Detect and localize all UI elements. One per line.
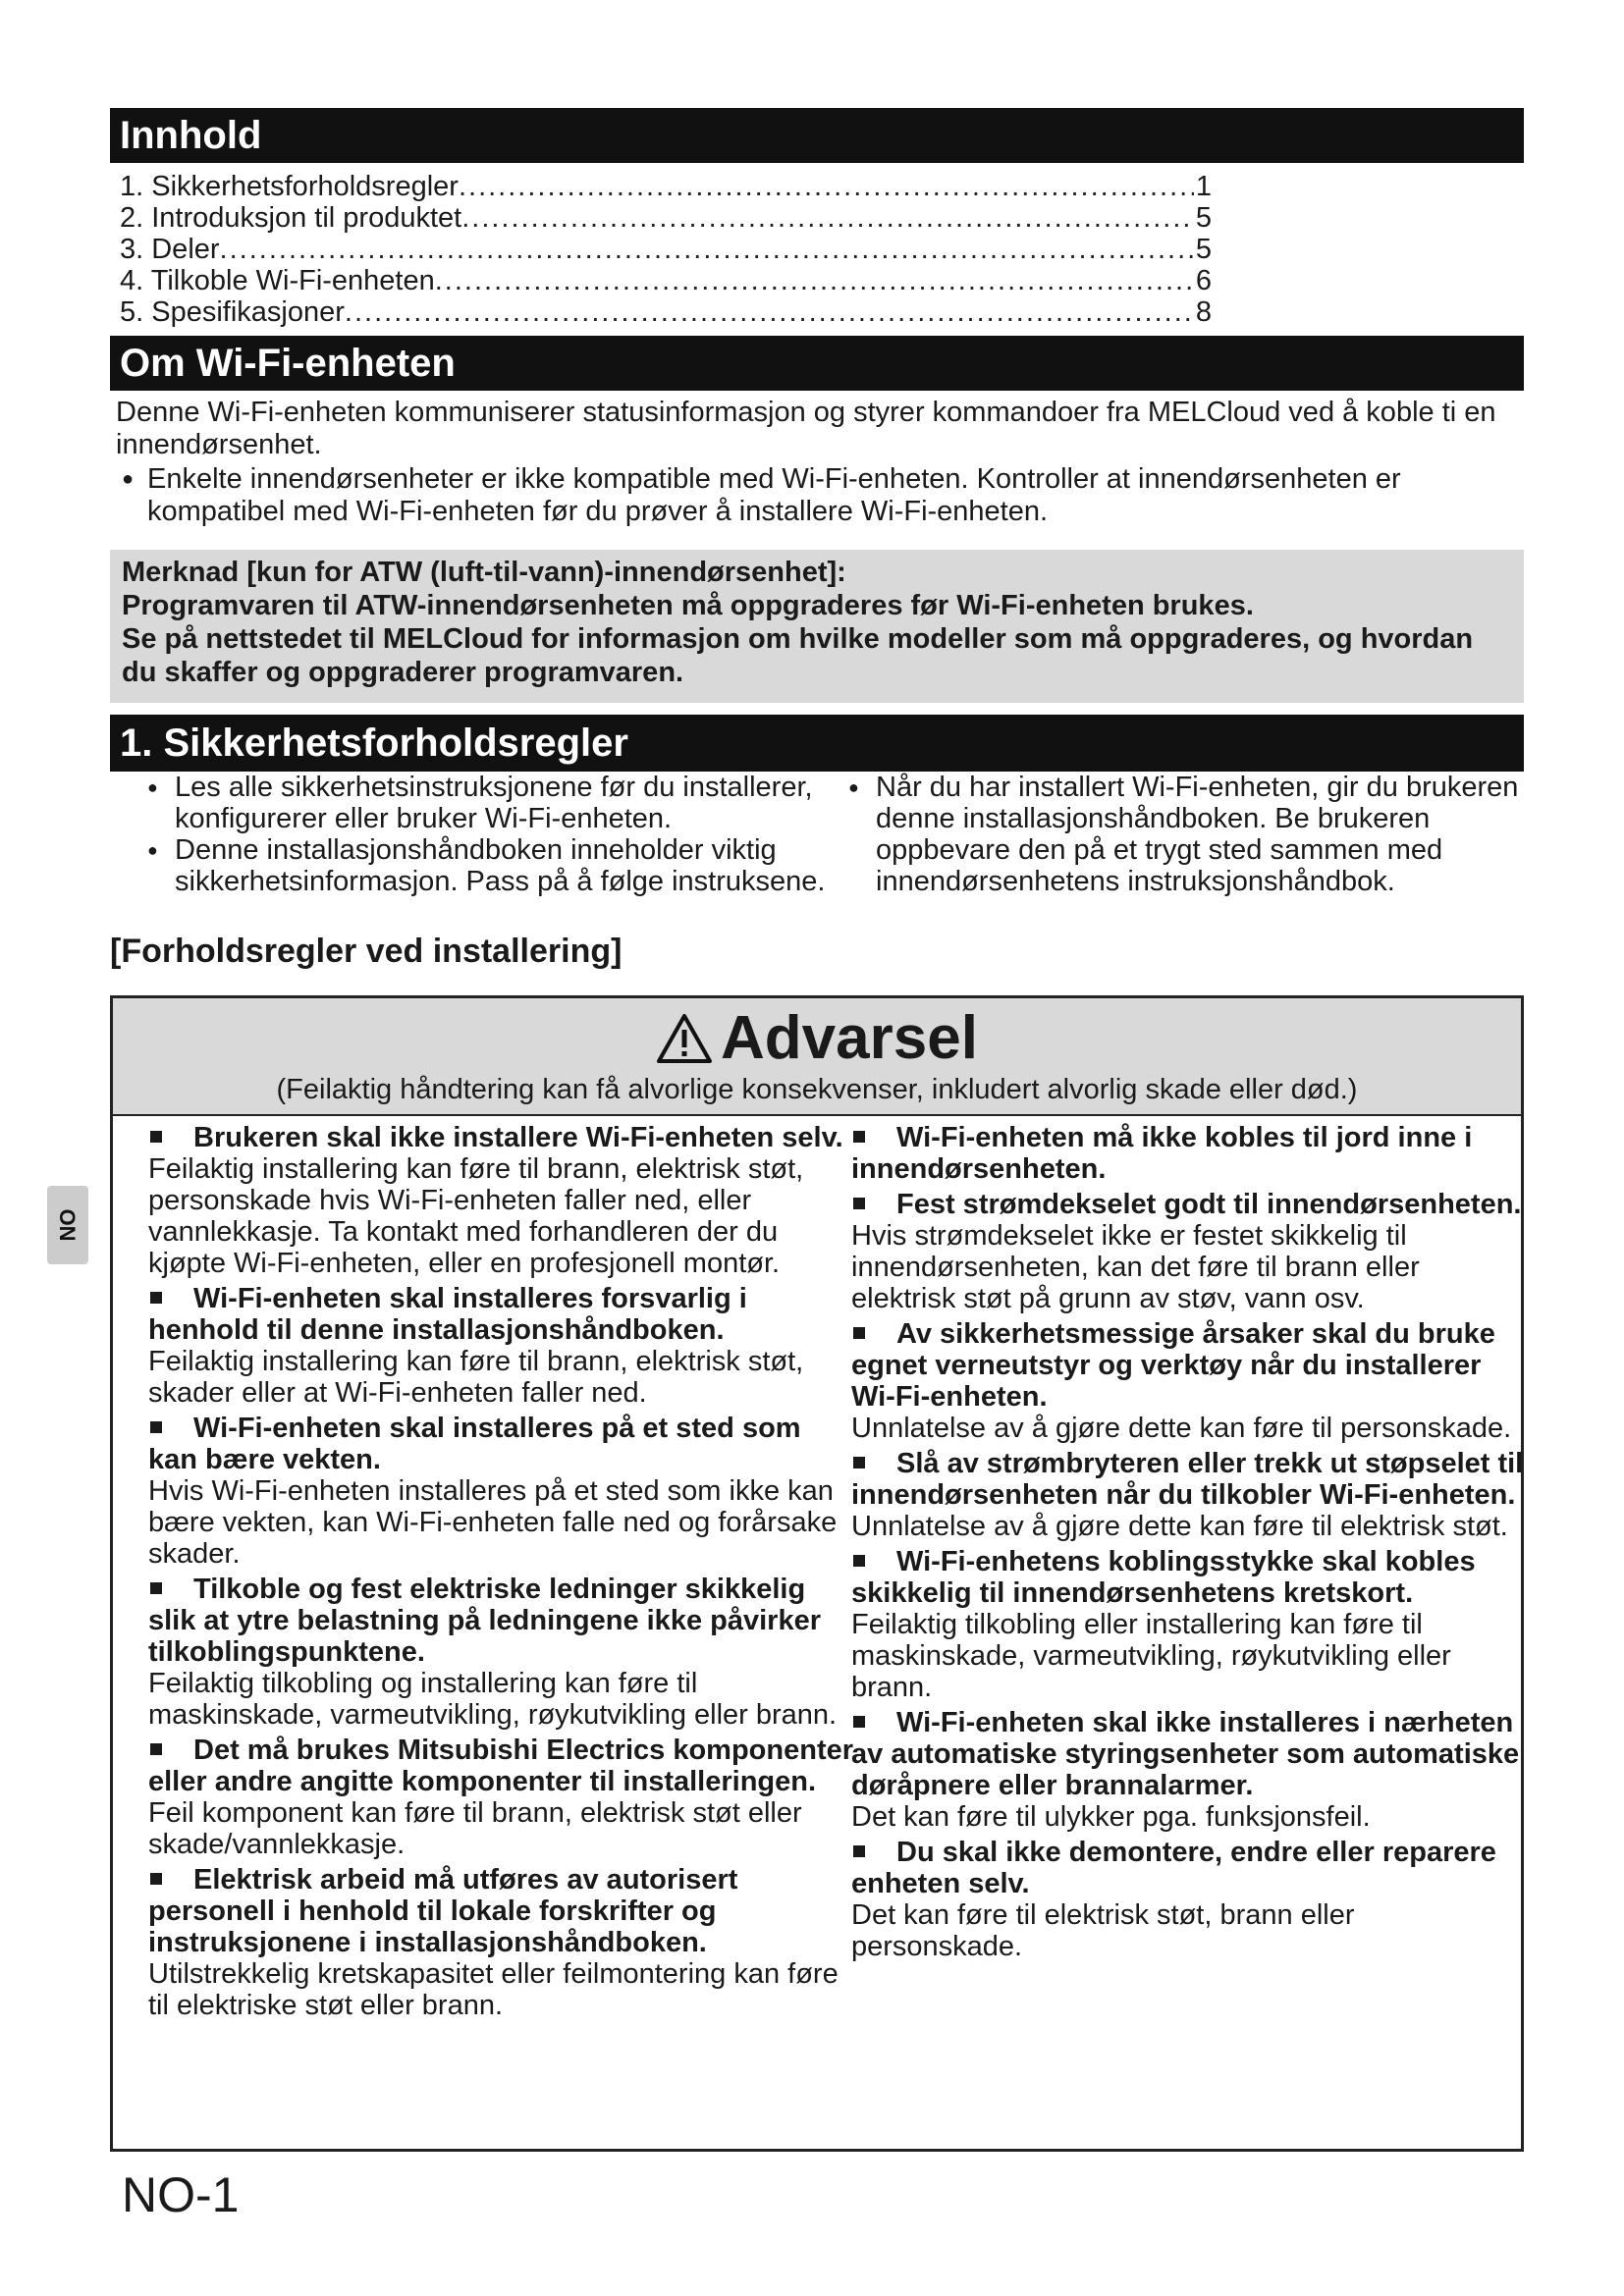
- warning-box: [110, 995, 1524, 2152]
- warning-item: [851, 1546, 1529, 1703]
- warning-item: [851, 1189, 1529, 1314]
- toc-entry-label: 3. Deler: [120, 234, 220, 265]
- toc-heading: Innhold: [110, 108, 1524, 163]
- toc-entry-label: 5. Spesifikasjoner: [120, 296, 345, 328]
- square-bullet-icon: [853, 1555, 865, 1567]
- square-bullet-icon: [853, 1845, 865, 1857]
- toc-entry-page: 8: [1195, 296, 1212, 328]
- warning-item-title: Wi-Fi-enheten skal ikke installeres i nærheten av automatiske styringsenheter som automatiske døråpnere eller brannalarmer.: [851, 1707, 1520, 1801]
- notice-line: Merknad [kun for ATW (luft-til-vann)-innendørsenhet]:: [122, 557, 846, 588]
- toc-entry[interactable]: [120, 296, 1212, 328]
- toc-entry-page: 1: [1195, 171, 1212, 202]
- warning-item-title: Wi-Fi-enhetens koblingsstykke skal kobles skikkelig til innendørsenhetens kretskort.: [851, 1546, 1476, 1609]
- toc-entry[interactable]: [120, 265, 1212, 296]
- toc-entry[interactable]: [120, 202, 1212, 234]
- warning-header: [113, 998, 1521, 1116]
- warning-title-text: Advarsel: [721, 1004, 978, 1072]
- square-bullet-icon: [150, 1873, 162, 1885]
- notice-line: Programvaren til ATW-innendørsenheten må oppgraderes før Wi-Fi-enheten brukes.: [122, 590, 1254, 621]
- square-bullet-icon: [853, 1716, 865, 1728]
- warning-item: [148, 1413, 855, 1570]
- square-bullet-icon: [150, 1131, 162, 1143]
- warning-item-body: Det kan føre til elektrisk støt, brann eller personskade.: [851, 1899, 1355, 1962]
- warning-item-body: Feilaktig tilkobling eller installering kan føre til maskinskade, varmeutvikling, røykutvikling eller brann.: [851, 1609, 1451, 1703]
- warning-item: [148, 1864, 855, 2021]
- warning-item: [851, 1448, 1529, 1542]
- warning-item-title: Brukeren skal ikke installere Wi-Fi-enheten selv.: [193, 1122, 843, 1153]
- warning-item-body: Utilstrekkelig kretskapasitet eller feilmontering kan føre til elektriske støt eller brann.: [148, 1958, 839, 2021]
- warning-item-title: Fest strømdekselet godt til innendørsenheten.: [896, 1189, 1522, 1220]
- warning-item-body: Feilaktig installering kan føre til brann, elektrisk støt, personskade hvis Wi-Fi-enheten faller ned, eller vannlekkasje. Ta kontakt med forhandleren der du kjøpte Wi-Fi-enheten, eller en profesjonell montør.: [148, 1153, 804, 1279]
- warning-item-body: Det kan føre til ulykker pga. funksjonsfeil.: [851, 1801, 1371, 1833]
- table-of-contents: [120, 171, 1212, 328]
- square-bullet-icon: [150, 1292, 162, 1304]
- safety-bullet: ● Når du har installert Wi-Fi-enheten, gir du brukeren denne installasjonshåndboken. Be brukeren oppbevare den på et trygt sted sammen med innendørsenhetens instruksjonshåndbok.: [835, 772, 1522, 897]
- toc-entry-page: 6: [1195, 265, 1212, 296]
- warning-item-body: Feilaktig tilkobling og installering kan føre til maskinskade, varmeutvikling, røykutvikling eller brann.: [148, 1668, 838, 1731]
- square-bullet-icon: [150, 1582, 162, 1594]
- toc-entry-page: 5: [1195, 202, 1212, 234]
- about-intro: Denne Wi-Fi-enheten kommuniserer statusinformasjon og styrer kommandoer fra MELCloud ved å koble ti en innendørsenhet.: [116, 397, 1496, 460]
- toc-entry-page: 5: [1195, 234, 1212, 265]
- toc-entry-label: 1. Sikkerhetsforholdsregler: [120, 171, 459, 202]
- installation-precautions-heading: [Forholdsregler ved installering]: [110, 933, 623, 970]
- warning-item-title: Du skal ikke demontere, endre eller reparere enheten selv.: [851, 1837, 1496, 1899]
- toc-entry[interactable]: [120, 234, 1212, 265]
- toc-entry-label: 4. Tilkoble Wi-Fi-enheten: [120, 265, 435, 296]
- warning-item: [148, 1283, 855, 1409]
- about-section: [116, 397, 1530, 528]
- warning-item-title: Det må brukes Mitsubishi Electrics komponenter eller andre angitte komponenter til installeringen.: [148, 1735, 854, 1797]
- atw-notice-box: [110, 550, 1524, 703]
- warning-item: [851, 1707, 1529, 1833]
- square-bullet-icon: [853, 1457, 865, 1468]
- about-bullet: ● Enkelte innendørsenheter er ikke kompatible med Wi-Fi-enheten. Kontroller at innendørsenheten er kompatibel med Wi-Fi-enheten før du prøver å installere Wi-Fi-enheten.: [116, 463, 1530, 528]
- safety-bullet: ● Denne installasjonshåndboken inneholder viktig sikkerhetsinformasjon. Pass på å følge instruksene.: [134, 834, 831, 897]
- toc-leader: [459, 171, 1194, 202]
- notice-line: Se på nettstedet til MELCloud for informasjon om hvilke modeller som må oppgraderes, og hvordan du skaffer og oppgraderer programvaren.: [122, 623, 1474, 688]
- warning-item-title: Elektrisk arbeid må utføres av autorisert personell i henhold til lokale forskrifter og instruksjonene i installasjonshåndboken.: [148, 1864, 738, 1958]
- toc-leader: [461, 202, 1194, 234]
- square-bullet-icon: [853, 1198, 865, 1209]
- toc-entry[interactable]: [120, 171, 1212, 202]
- language-side-tab: [47, 1186, 88, 1264]
- square-bullet-icon: [150, 1421, 162, 1433]
- warning-item-title: Wi-Fi-enheten skal installeres på et sted som kan bære vekten.: [148, 1413, 801, 1475]
- warning-item-body: Hvis strømdekselet ikke er festet skikkelig til innendørsenheten, kan det føre til brann eller elektrisk støt på grunn av støv, vann osv.: [851, 1220, 1420, 1314]
- warning-item-title: Wi-Fi-enheten skal installeres forsvarlig i henhold til denne installasjonshåndboken.: [148, 1283, 747, 1346]
- warning-item-body: Hvis Wi-Fi-enheten installeres på et sted som ikke kan bære vekten, kan Wi-Fi-enheten falle ned og forårsake skader.: [148, 1475, 838, 1570]
- warning-column-left: [148, 1122, 855, 2025]
- warning-item-body: Feil komponent kan føre til brann, elektrisk støt eller skade/vannlekkasje.: [148, 1797, 802, 1860]
- warning-item: [148, 1735, 855, 1860]
- language-code: NO: [55, 1208, 80, 1242]
- warning-item: [851, 1122, 1529, 1185]
- square-bullet-icon: [853, 1131, 865, 1143]
- toc-leader: [345, 296, 1194, 328]
- warning-item-body: Feilaktig installering kan føre til brann, elektrisk støt, skader eller at Wi-Fi-enheten faller ned.: [148, 1346, 804, 1409]
- warning-item-title: Slå av strømbryteren eller trekk ut støpselet til innendørsenheten når du tilkobler Wi-Fi-enheten.: [851, 1448, 1524, 1511]
- safety-heading: 1. Sikkerhetsforholdsregler: [110, 715, 1524, 772]
- warning-item: [148, 1574, 855, 1731]
- warning-item: [148, 1122, 855, 1279]
- toc-entry-label: 2. Introduksjon til produktet: [120, 202, 462, 234]
- warning-item-title: Av sikkerhetsmessige årsaker skal du bruke egnet verneutstyr og verktøy når du installerer Wi-Fi-enheten.: [851, 1318, 1495, 1413]
- safety-intro-right: [835, 772, 1522, 897]
- warning-item-body: Unnlatelse av å gjøre dette kan føre til elektrisk støt.: [851, 1511, 1508, 1542]
- warning-item-body: Unnlatelse av å gjøre dette kan føre til personskade.: [851, 1413, 1512, 1444]
- warning-column-right: [851, 1122, 1529, 1966]
- warning-item: [851, 1837, 1529, 1962]
- square-bullet-icon: [853, 1327, 865, 1339]
- about-heading: Om Wi-Fi-enheten: [110, 336, 1524, 391]
- warning-item: [851, 1318, 1529, 1444]
- square-bullet-icon: [150, 1743, 162, 1755]
- safety-bullet: ● Les alle sikkerhetsinstruksjonene før du installerer, konfigurerer eller bruker Wi-Fi-enheten.: [134, 772, 831, 834]
- warning-item-title: Tilkoble og fest elektriske ledninger skikkelig slik at ytre belastning på ledningene ikke påvirker tilkoblingspunktene.: [148, 1574, 821, 1668]
- warning-triangle-icon: [656, 1013, 713, 1064]
- warning-subtitle: (Feilaktig håndtering kan få alvorlige konsekvenser, inkludert alvorlig skade eller død.): [276, 1074, 1358, 1105]
- toc-leader: [435, 265, 1194, 296]
- warning-item-title: Wi-Fi-enheten må ikke kobles til jord inne i innendørsenheten.: [851, 1122, 1473, 1185]
- safety-intro-left: [134, 772, 831, 897]
- warning-title: [113, 1004, 1521, 1073]
- toc-leader: [220, 234, 1194, 265]
- page-number: NO-1: [122, 2167, 240, 2222]
